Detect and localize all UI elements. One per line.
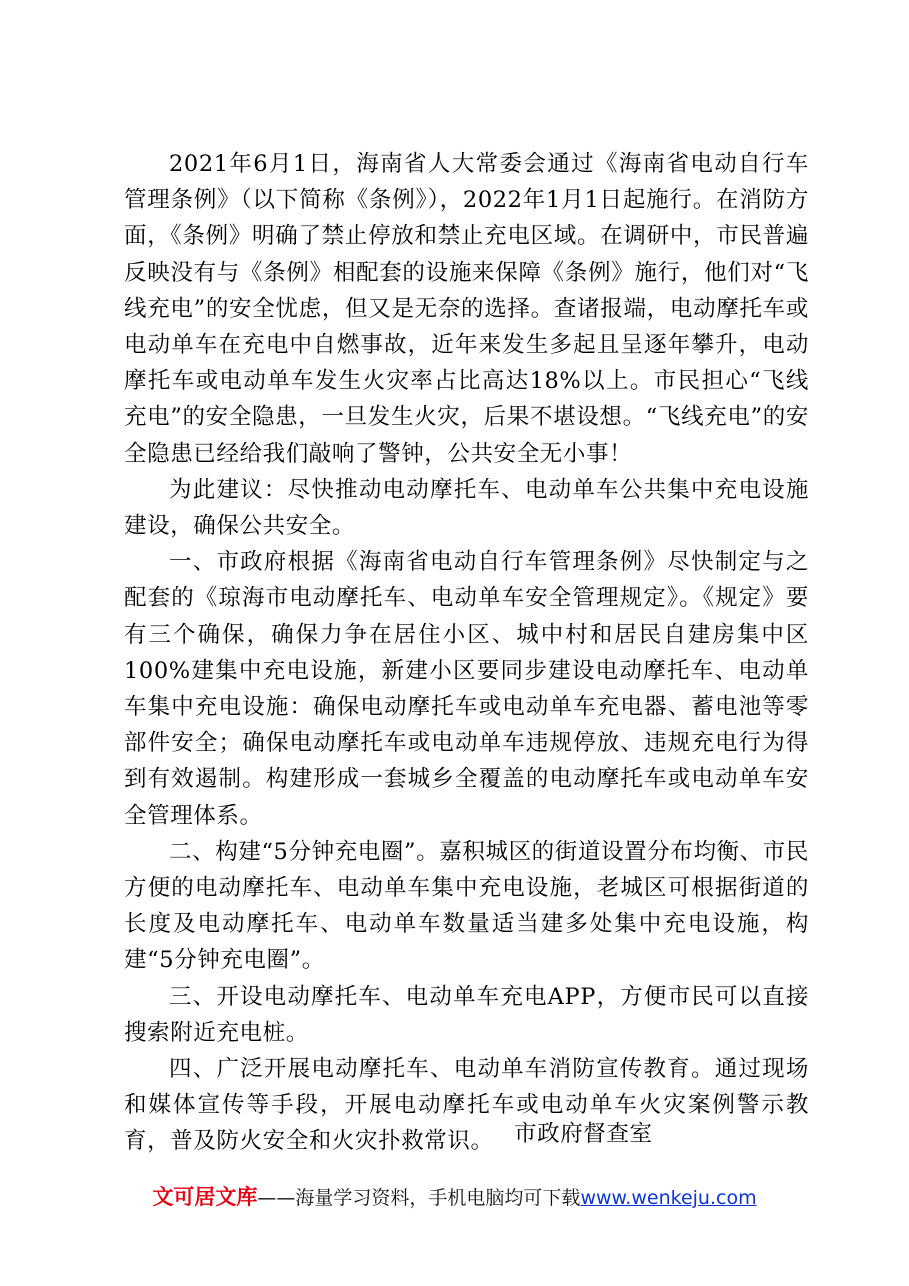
footer-brand: 文可居文库 xyxy=(152,1185,258,1209)
footer-slogan: ——海量学习资料，手机电脑均可下载 xyxy=(257,1187,581,1209)
signature: 市政府督查室 xyxy=(514,1121,653,1147)
paragraph-background: 2021年6月1日，海南省人大常委会通过《海南省电动自行车管理条例》（以下简称《条例》），2022年1月1日起施行。在消防方面，《条例》明确了禁止停放和禁止充电区域。在调研中，市民普遍反映没有与《条例》相配套的设施来保障《条例》施行，他们对“飞线充电”的安全忧虑，但又是无奈的选择。查诸报端，电动摩托车或电动单车在充电中自燃事故，近年来发生多起且呈逐年攀升，电动摩托车或电动单车发生火灾率占比高达18%以上。市民担心“飞线充电”的安全隐患，一旦发生火灾，后果不堪设想。“飞线充电”的安全隐患已经给我们敲响了警钟，公共安全无小事！ xyxy=(124,151,809,467)
paragraph-item-3: 三、开设电动摩托车、电动单车充电APP，方便市民可以直接搜索附近充电桩。 xyxy=(124,983,809,1046)
footer-url-link[interactable]: www.wenkeju.com xyxy=(580,1187,757,1209)
paragraph-item-4: 四、广泛开展电动摩托车、电动单车消防宣传教育。通过现场和媒体宣传等手段，开展电动摩托车或电动单车火灾案例警示教育，普及防火安全和火灾扑救常识。 xyxy=(124,1056,809,1155)
paragraph-proposal: 为此建议：尽快推动电动摩托车、电动单车公共集中充电设施建设，确保公共安全。 xyxy=(124,476,809,540)
document-body xyxy=(124,146,809,1160)
paragraph-item-2: 二、构建“5分钟充电圈”。嘉积城区的街道设置分布均衡、市民方便的电动摩托车、电动单车集中充电设施，老城区可根据街道的长度及电动摩托车、电动单车数量适当建多处集中充电设施，构建“5分钟充电圈”。 xyxy=(124,838,809,974)
footer-banner xyxy=(0,1183,909,1212)
paragraph-item-1: 一、市政府根据《海南省电动自行车管理条例》尽快制定与之配套的《琼海市电动摩托车、电动单车安全管理规定》。《规定》要有三个确保，确保力争在居住小区、城中村和居民自建房集中区100%建集中充电设施，新建小区要同步建设电动摩托车、电动单车集中充电设施：确保电动摩托车或电动单车充电器、蓄电池等零部件安全；确保电动摩托车或电动单车违规停放、违规充电行为得到有效遏制。构建形成一套城乡全覆盖的电动摩托车或电动单车安全管理体系。 xyxy=(124,549,809,829)
